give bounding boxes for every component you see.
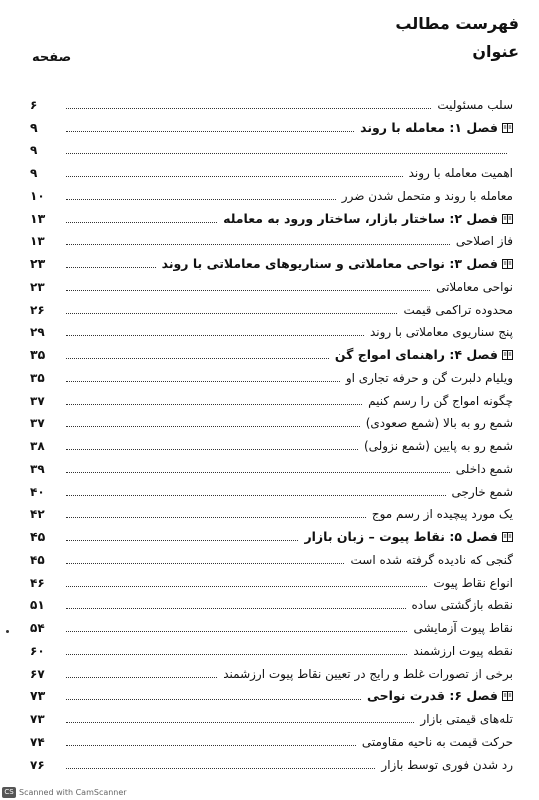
dot-leader — [66, 176, 403, 177]
toc-chapter-row — [30, 205, 513, 228]
entry-label-text: فاز اصلاحی — [455, 234, 513, 249]
chapter-title — [335, 348, 513, 362]
dot-leader — [66, 199, 336, 200]
entry-label-text: فصل ۲: ساختار بازار، ساختار ورود به معامله — [223, 210, 498, 226]
toc-entry-row — [30, 546, 513, 569]
dot-leader — [66, 222, 217, 223]
dot-leader — [66, 540, 298, 541]
chapter-title — [367, 689, 513, 703]
entry-title — [403, 303, 513, 317]
page-number: ۶۰ — [30, 643, 45, 658]
dot-leader — [66, 699, 361, 700]
toc-entry-row — [30, 614, 513, 637]
entry-title — [350, 553, 513, 567]
toc-entry-row — [30, 228, 513, 251]
page-number: ۳۹ — [30, 461, 45, 476]
toc-entry-row — [30, 182, 513, 205]
entry-label-text: فصل ۱: معامله با روند — [360, 119, 498, 135]
entry-title — [433, 576, 513, 590]
entry-label-text: نقطه پیوت ارزشمند — [413, 643, 513, 658]
page-number: ۹ — [30, 166, 38, 180]
page-number: ۹ — [30, 119, 38, 135]
page-number: ۳۷ — [30, 416, 45, 431]
scanner-watermark — [2, 787, 127, 798]
page-number: ۴۵ — [30, 529, 46, 544]
entry-label-text: محدوده تراکمی قیمت — [403, 302, 513, 317]
toc-entry-row — [30, 705, 513, 728]
entry-label-text: رد شدن فوری توسط بازار — [381, 757, 513, 772]
chapter-title — [223, 212, 513, 226]
page-number: ۶۷ — [30, 666, 45, 681]
entry-label-text: انواع نقاط پیوت — [433, 575, 513, 590]
dot-leader — [66, 335, 364, 336]
entry-label-text: برخی از تصورات غلط و رایج در تعیین نقاط پیوت ارزشمند — [223, 666, 513, 681]
toc-title: فهرست مطالب — [395, 14, 519, 33]
entry-title — [366, 416, 513, 430]
entry-title — [223, 667, 513, 681]
entry-title — [368, 394, 513, 408]
toc-chapter-row — [30, 683, 513, 706]
entry-title — [342, 189, 513, 203]
entry-title — [436, 280, 513, 294]
toc-entry-row — [30, 501, 513, 524]
entry-label-text: اهمیت معامله با روند — [408, 166, 513, 180]
page-number: ۴۶ — [30, 575, 45, 590]
toc-entry-row — [30, 569, 513, 592]
page-number: ۳۵ — [30, 370, 45, 385]
toc-entry-row — [30, 751, 513, 774]
toc-entry-row — [30, 592, 513, 615]
toc-entry-row — [30, 660, 513, 683]
toc-chapter-row — [30, 114, 513, 137]
book-icon — [502, 259, 513, 269]
page-number: ۳۵ — [30, 347, 46, 362]
toc-entry-row — [30, 728, 513, 751]
entry-label-text: پنج سناریوی معاملاتی با روند — [369, 325, 513, 340]
dot-leader — [66, 244, 450, 245]
page-number: ۷۳ — [30, 712, 45, 726]
page-column-header: صفحه — [32, 50, 72, 65]
dot-leader — [66, 768, 375, 769]
dot-leader — [66, 267, 156, 268]
entry-label-text: نواحی معاملاتی — [436, 279, 513, 294]
toc-entry-row — [30, 387, 513, 410]
dot-leader — [66, 517, 366, 518]
chapter-title — [304, 530, 513, 544]
dot-leader — [66, 677, 217, 678]
entry-title — [409, 166, 513, 180]
entry-label-text: فصل ۳: نواحی معاملاتی و سناریوهای معاملاتی با روند — [161, 256, 498, 271]
page-number: ۱۳ — [30, 210, 46, 226]
entry-label-text: سلب مسئولیت — [437, 97, 513, 112]
page-number: ۴۲ — [30, 507, 45, 522]
chapter-title — [360, 121, 513, 135]
camscanner-logo: CS — [2, 787, 16, 798]
toc-entry-row — [30, 455, 513, 478]
entry-title — [437, 98, 513, 112]
entry-label-text: شمع خارجی — [451, 484, 513, 499]
entry-title — [456, 462, 513, 476]
dot-leader — [66, 313, 397, 314]
toc-entry-row — [30, 91, 513, 114]
entry-label-text: شمع داخلی — [455, 461, 513, 476]
page-number: ۴۰ — [30, 484, 45, 499]
page-number: ۳۸ — [30, 439, 45, 453]
toc-entry-row — [30, 432, 513, 455]
entry-label-text: شمع رو به بالا (شمع صعودی) — [365, 416, 513, 431]
toc-list — [30, 91, 513, 774]
entry-title — [381, 758, 513, 772]
entry-label-text: نقاط پیوت آزمایشی — [413, 621, 513, 635]
dot-leader — [66, 358, 329, 359]
book-icon — [502, 350, 513, 360]
toc-chapter-row — [30, 341, 513, 364]
entry-title — [346, 371, 513, 385]
page-number: ۲۶ — [30, 302, 45, 317]
toc-entry-row — [30, 319, 513, 342]
margin-mark — [6, 630, 9, 633]
toc-entry-row — [30, 410, 513, 433]
page-number: ۴۵ — [30, 552, 45, 567]
page-number: ۹ — [30, 143, 38, 158]
page-number: ۷۶ — [30, 757, 45, 772]
entry-title — [413, 621, 513, 635]
entry-label-text: فصل ۴: راهنمای امواج گن — [334, 347, 498, 362]
dot-leader — [66, 426, 360, 427]
page-number: ۳۷ — [30, 393, 45, 408]
entry-label-text: ویلیام دلبرت گن و حرفه تجاری او — [345, 370, 513, 385]
dot-leader — [66, 608, 406, 609]
entry-label-text: تله‌های قیمتی بازار — [420, 712, 513, 726]
page-number: ۵۴ — [30, 621, 45, 635]
title-column-header: عنوان — [472, 42, 519, 61]
toc-entry-row — [30, 137, 513, 160]
entry-label-text: گنجی که نادیده گرفته شده است — [350, 552, 513, 567]
book-icon — [502, 532, 513, 542]
entry-title — [372, 507, 513, 521]
entry-label-text: یک مورد پیچیده از رسم موج — [371, 507, 513, 522]
chapter-title — [162, 257, 513, 271]
watermark-text: Scanned with CamScanner — [19, 788, 127, 797]
toc-entry-row — [30, 159, 513, 182]
entry-title — [412, 598, 514, 612]
entry-label-text: چگونه امواج گن را رسم کنیم — [368, 393, 513, 408]
book-icon — [502, 214, 513, 224]
entry-title — [362, 735, 513, 749]
dot-leader — [66, 381, 340, 382]
dot-leader — [66, 153, 507, 154]
dot-leader — [66, 586, 427, 587]
page-number: ۱۳ — [30, 234, 45, 249]
entry-title — [420, 712, 513, 726]
page-number: ۲۹ — [30, 325, 45, 340]
entry-label-text: معامله با روند و متحمل شدن ضرر — [341, 188, 513, 203]
dot-leader — [66, 472, 450, 473]
entry-label-text: حرکت قیمت به ناحیه مقاومتی — [361, 734, 513, 749]
page-number: ۲۳ — [30, 256, 46, 271]
book-icon — [502, 691, 513, 701]
entry-title — [456, 234, 513, 248]
toc-entry-row — [30, 273, 513, 296]
dot-leader — [66, 745, 356, 746]
book-icon — [502, 123, 513, 133]
dot-leader — [66, 722, 414, 723]
toc-chapter-row — [30, 523, 513, 546]
toc-entry-row — [30, 637, 513, 660]
entry-title — [452, 485, 513, 499]
toc-entry-row — [30, 478, 513, 501]
page-number: ۵۱ — [30, 598, 45, 613]
entry-label-text: نقطه بازگشتی ساده — [411, 598, 513, 613]
entry-label-text: فصل ۶: قدرت نواحی — [367, 688, 498, 704]
entry-title — [413, 644, 513, 658]
page-number: ۱۰ — [30, 188, 45, 203]
toc-entry-row — [30, 296, 513, 319]
page-number: ۶ — [30, 97, 38, 112]
page-number: ۷۴ — [30, 734, 45, 749]
dot-leader — [66, 290, 430, 291]
entry-title — [364, 439, 513, 453]
page-number: ۲۳ — [30, 279, 45, 294]
entry-title — [370, 325, 513, 339]
dot-leader — [66, 449, 358, 450]
dot-leader — [66, 563, 344, 564]
dot-leader — [66, 654, 407, 655]
dot-leader — [66, 131, 354, 132]
entry-label-text: شمع رو به پایین (شمع نزولی) — [363, 439, 513, 453]
page-number: ۷۳ — [30, 688, 46, 704]
dot-leader — [66, 108, 431, 109]
toc-chapter-row — [30, 250, 513, 273]
dot-leader — [66, 495, 446, 496]
toc-entry-row — [30, 364, 513, 387]
dot-leader — [66, 404, 362, 405]
entry-label-text: فصل ۵: نقاط پیوت – زبان بازار — [304, 529, 498, 544]
dot-leader — [66, 631, 407, 632]
